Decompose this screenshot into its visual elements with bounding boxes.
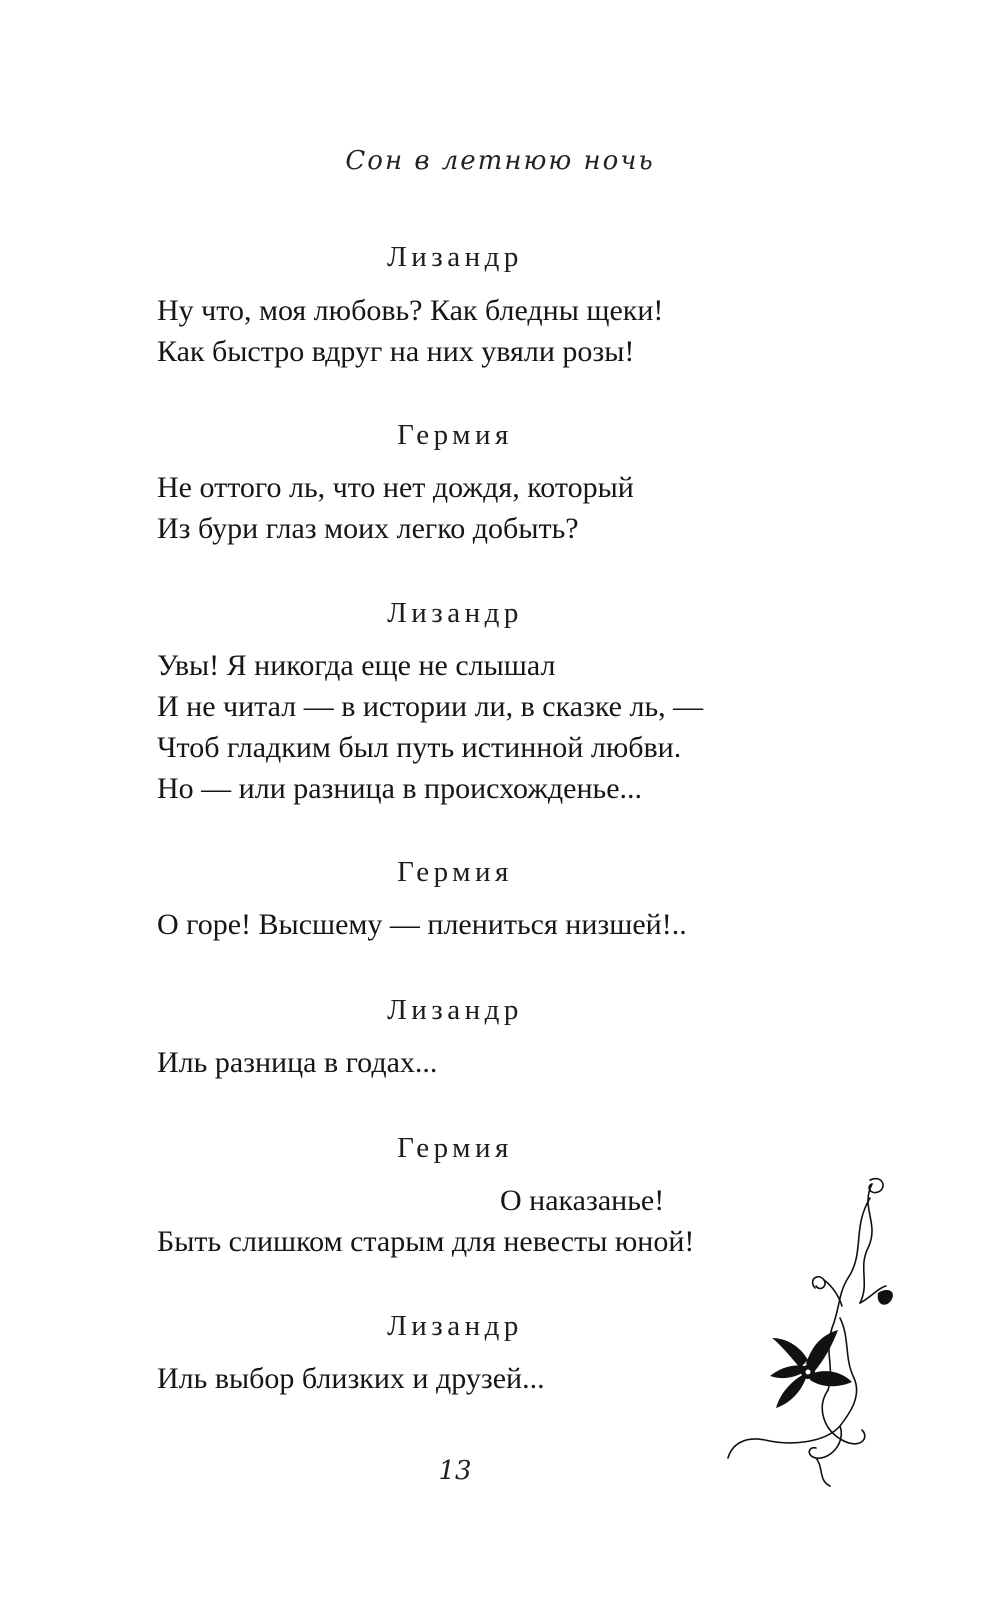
verse-line: Ну что, моя любовь? Как бледны щеки! — [157, 294, 664, 327]
verse-line: Чтоб гладким был путь истинной любви. — [157, 731, 682, 764]
verse-line: И не читал — в истории ли, в сказке ль, — — [157, 690, 704, 723]
speaker-name: Лизандр — [387, 597, 523, 629]
floral-vine-ornament — [720, 1168, 910, 1498]
verse-line: Увы! Я никогда еще не слышал — [157, 649, 556, 682]
speaker-name: Гермия — [397, 856, 513, 888]
verse-line: Не оттого ль, что нет дождя, который — [157, 471, 634, 504]
speaker-name: Гермия — [397, 1132, 513, 1164]
verse-line: Иль разница в годах... — [157, 1046, 438, 1079]
running-head: Сон в летнюю ночь — [345, 146, 655, 176]
page-number: 13 — [438, 1456, 472, 1486]
verse-line: Иль выбор близких и друзей... — [157, 1362, 545, 1395]
verse-line: Из бури глаз моих легко добыть? — [157, 512, 579, 545]
verse-line-indented: О наказанье! — [500, 1184, 665, 1217]
verse-line: Быть слишком старым для невесты юной! — [157, 1225, 695, 1258]
verse-line: Но — или разница в происхожденье... — [157, 772, 643, 805]
verse-line: О горе! Высшему — плениться низшей!.. — [157, 908, 687, 941]
speaker-name: Гермия — [397, 419, 513, 451]
speaker-name: Лизандр — [387, 1310, 523, 1342]
speaker-name: Лизандр — [387, 241, 523, 273]
speaker-name: Лизандр — [387, 994, 523, 1026]
verse-line: Как быстро вдруг на них увяли розы! — [157, 335, 635, 368]
